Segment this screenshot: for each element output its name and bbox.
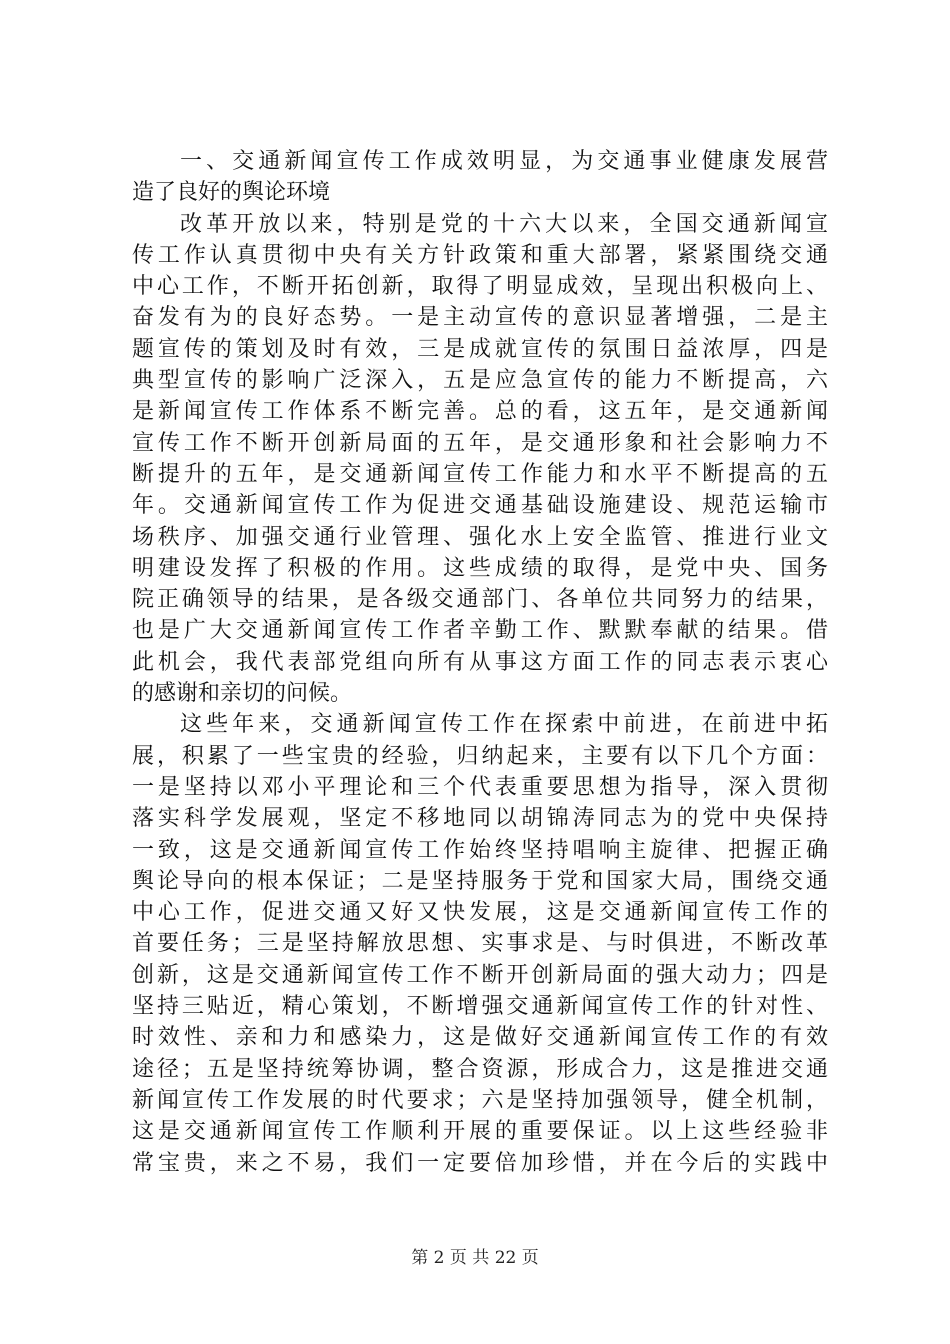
text-line: 一、交通新闻宣传工作成效明显，为交通事业健康发展营: [180, 149, 828, 174]
paragraph-achievements: [132, 209, 828, 710]
text-line: 落实科学发展观，坚定不移地同以胡锦涛同志为的党中央保持: [132, 806, 828, 832]
text-line: 创新，这是交通新闻宣传工作不断开创新局面的强大动力；四是: [132, 962, 828, 988]
text-line: 是新闻宣传工作体系不断完善。总的看，这五年，是交通新闻: [132, 399, 828, 425]
page-number-footer: 第 2 页 共 22 页: [411, 1248, 539, 1268]
text-line: 改革开放以来，特别是党的十六大以来，全国交通新闻宣: [180, 211, 828, 237]
paragraph-experience: [132, 709, 828, 1178]
text-line: 坚持三贴近，精心策划，不断增强交通新闻宣传工作的针对性、: [132, 994, 828, 1020]
text-line: 一致，这是交通新闻宣传工作始终坚持唱响主旋律、把握正确: [132, 837, 828, 863]
text-line: 造了良好的舆论环境: [132, 180, 331, 206]
text-line: 宣传工作不断开创新局面的五年，是交通形象和社会影响力不: [132, 430, 828, 456]
text-line: 也是广大交通新闻宣传工作者辛勤工作、默默奉献的结果。借: [132, 618, 828, 644]
text-line: 传工作认真贯彻中央有关方针政策和重大部署，紧紧围绕交通: [132, 242, 828, 268]
text-line: 这是交通新闻宣传工作顺利开展的重要保证。以上这些经验非: [132, 1119, 828, 1145]
text-line: 此机会，我代表部党组向所有从事这方面工作的同志表示衷心: [132, 649, 828, 675]
document-body: [132, 146, 828, 1179]
text-line: 院正确领导的结果，是各级交通部门、各单位共同努力的结果，: [132, 587, 828, 613]
text-line: 典型宣传的影响广泛深入，五是应急宣传的能力不断提高，六: [132, 368, 828, 394]
text-line: 舆论导向的根本保证；二是坚持服务于党和国家大局，围绕交通: [132, 868, 828, 894]
text-line: 年。交通新闻宣传工作为促进交通基础设施建设、规范运输市: [132, 493, 828, 519]
text-line: 新闻宣传工作发展的时代要求；六是坚持加强领导，健全机制，: [132, 1087, 828, 1113]
text-line: 展，积累了一些宝贵的经验，归纳起来，主要有以下几个方面：: [132, 743, 828, 769]
text-line: 中心工作，促进交通又好又快发展，这是交通新闻宣传工作的: [132, 900, 828, 926]
text-line: 时效性、亲和力和感染力，这是做好交通新闻宣传工作的有效: [132, 1025, 828, 1051]
text-line: 奋发有为的良好态势。一是主动宣传的意识显著增强，二是主: [132, 305, 828, 331]
text-line: 明建设发挥了积极的作用。这些成绩的取得，是党中央、国务: [132, 555, 828, 581]
text-line: 的感谢和亲切的问候。: [132, 681, 353, 707]
text-line: 场秩序、加强交通行业管理、强化水上安全监管、推进行业文: [132, 524, 828, 550]
text-line: 首要任务；三是坚持解放思想、实事求是、与时俱进，不断改革: [132, 931, 828, 957]
text-line: 中心工作，不断开拓创新，取得了明显成效，呈现出积极向上、: [132, 274, 828, 300]
text-line: 途径；五是坚持统筹协调，整合资源，形成合力，这是推进交通: [132, 1056, 828, 1082]
section-heading: [132, 146, 828, 209]
text-line: 这些年来，交通新闻宣传工作在探索中前进，在前进中拓: [180, 712, 828, 738]
text-line: 一是坚持以邓小平理论和三个代表重要思想为指导，深入贯彻: [132, 774, 828, 800]
text-line: 常宝贵，来之不易，我们一定要倍加珍惜，并在今后的实践中: [132, 1150, 828, 1176]
text-line: 断提升的五年，是交通新闻宣传工作能力和水平不断提高的五: [132, 461, 828, 487]
text-line: 题宣传的策划及时有效，三是成就宣传的氛围日益浓厚，四是: [132, 336, 828, 362]
